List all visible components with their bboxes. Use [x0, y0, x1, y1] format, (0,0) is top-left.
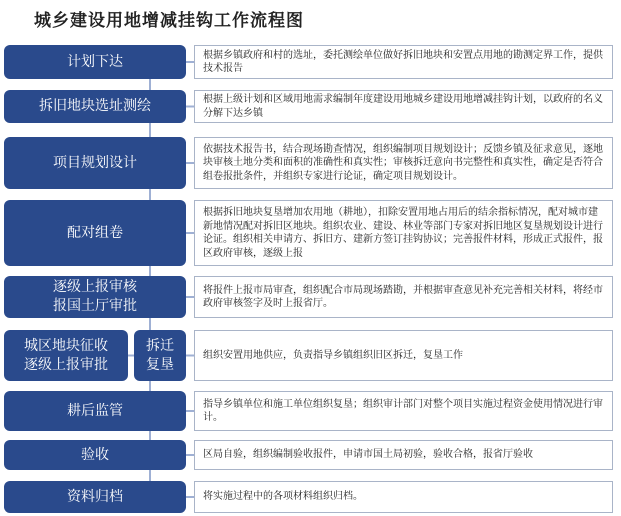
step-box-9: 资料归档 — [4, 481, 186, 513]
step-description-9 — [194, 481, 613, 513]
step-box-6a: 城区地块征收 逐级上报审批 — [4, 330, 128, 381]
step-description-text-9: 将实施过程中的各项材料组织归档。 — [203, 491, 363, 503]
step-description-3 — [194, 137, 613, 189]
step-box-7: 耕后监管 — [4, 391, 186, 431]
step-description-text-7: 指导乡镇单位和施工单位组织复垦；组织审计部门对整个项目实施过程资金使用情况进行审计。 — [203, 398, 603, 423]
diagram-title: 城乡建设用地增减挂钩工作流程图 — [34, 11, 304, 31]
step-description-5 — [194, 276, 613, 318]
step-description-text-3: 依据技术报告书，结合现场勘查情况，组织编制项目规划设计；反馈乡镇及征求意见，逐地块审核土地分类和面积的准确性和真实性；审核拆迁意向书完整性和真实性，确定是否符合组卷报批条件，并组织专家进行论证，确定项目规划设计。 — [203, 143, 603, 182]
step-description-6 — [194, 330, 613, 381]
step-box-1: 计划下达 — [4, 45, 186, 79]
step-box-5: 逐级上报审核 报国土厅审批 — [4, 276, 186, 318]
step-description-2 — [194, 90, 613, 123]
step-box-8: 验收 — [4, 440, 186, 470]
step-description-text-8: 区局自验，组织编制验收报件，申请市国土局初验，验收合格，报省厅验收 — [203, 449, 533, 461]
step-description-8 — [194, 440, 613, 470]
step-box-6b: 拆迁 复垦 — [134, 330, 186, 381]
step-description-text-4: 根据拆旧地块复垦增加农用地（耕地），扣除安置用地占用后的结余指标情况，配对城市建新地情况配对拆旧区地块。组织农业、建设、林业等部门专家对拆旧地区复垦规划设计进行论证。组织相关申请方、拆旧方、建新方签订挂钩协议；完善报件材料，形成正式报件，报区政府审核，逐级上报 — [203, 207, 603, 259]
step-box-3: 项目规划设计 — [4, 137, 186, 189]
step-description-text-6: 组织安置用地供应，负责指导乡镇组织旧区拆迁，复垦工作 — [203, 349, 463, 361]
step-description-text-2: 根据上级计划和区域用地需求编制年度建设用地城乡建设用地增减挂钩计划，以政府的名义分解下达乡镇 — [203, 94, 603, 119]
step-box-2: 拆旧地块选址测绘 — [4, 90, 186, 123]
step-description-7 — [194, 391, 613, 431]
step-description-1 — [194, 45, 613, 79]
step-description-text-5: 将报件上报市局审查，组织配合市局现场踏勘，并根据审查意见补充完善相关材料，将经市政府审核签字及时上报省厅。 — [203, 284, 603, 309]
step-description-4 — [194, 200, 613, 266]
step-box-4: 配对组卷 — [4, 200, 186, 266]
step-description-text-1: 根据乡镇政府和村的选址，委托测绘单位做好拆旧地块和安置点用地的勘测定界工作，提供技术报告 — [203, 49, 603, 74]
